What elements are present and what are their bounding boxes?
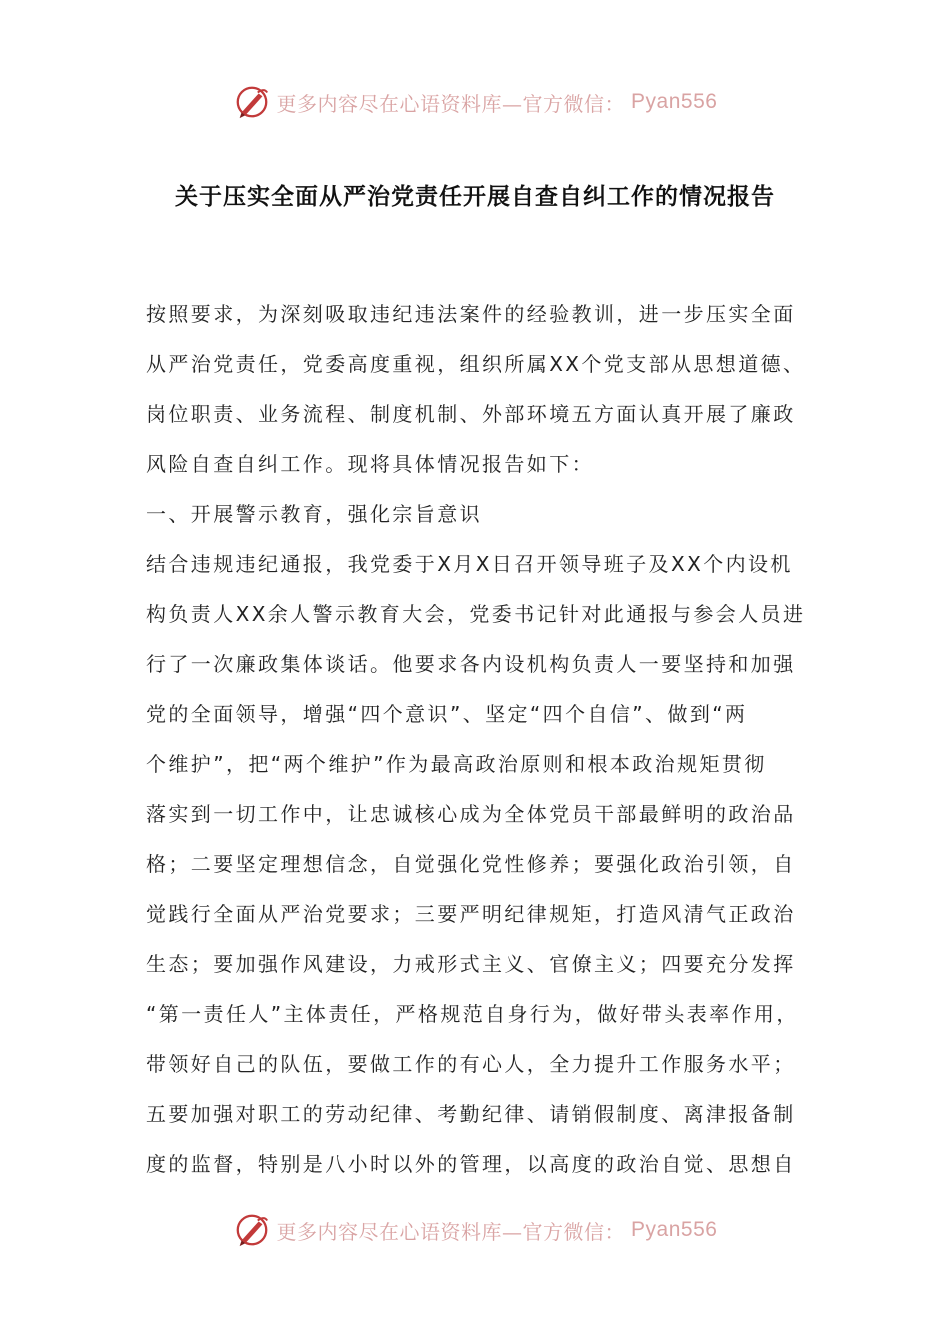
watermark-text: 更多内容尽在心语资料库—官方微信： [276, 91, 626, 116]
body-line: 个维护”，把“两个维护”作为最高政治原则和根本政治规矩贯彻 [146, 752, 767, 776]
body-line: 党的全面领导，增强“四个意识”、坚定“四个自信”、做到“两 [146, 702, 748, 726]
body-line: 格；二要坚定理想信念，自觉强化党性修养；要强化政治引领，自 [146, 852, 796, 876]
body-line: 度的监督，特别是八小时以外的管理，以高度的政治自觉、思想自 [146, 1152, 796, 1176]
body-line: 构负责人XX余人警示教育大会，党委书记针对此通报与参会人员进 [146, 602, 806, 626]
body-line: 带领好自己的队伍，要做工作的有心人，全力提升工作服务水平； [146, 1052, 796, 1076]
document-body [146, 292, 818, 1192]
pen-logo-icon [233, 83, 271, 121]
body-line: 行了一次廉政集体谈话。他要求各内设机构负责人一要坚持和加强 [146, 652, 796, 676]
watermark-footer [0, 1208, 950, 1252]
body-line: 风险自查自纠工作。现将具体情况报告如下： [146, 452, 594, 476]
body-line: 岗位职责、业务流程、制度机制、外部环境五方面认真开展了廉政 [146, 402, 796, 426]
pen-logo-icon [233, 1211, 271, 1249]
body-line: 生态；要加强作风建设，力戒形式主义、官僚主义；四要充分发挥 [146, 952, 796, 976]
body-line: 结合违规违纪通报，我党委于X月X日召开领导班子及XX个内设机 [146, 552, 793, 576]
watermark-wechat-id: Pyan556 [631, 90, 718, 113]
watermark-text: 更多内容尽在心语资料库—官方微信： [276, 1219, 626, 1244]
body-line: 落实到一切工作中，让忠诚核心成为全体党员干部最鲜明的政治品 [146, 802, 796, 826]
watermark-header [0, 80, 950, 124]
body-line: 觉践行全面从严治党要求；三要严明纪律规矩，打造风清气正政治 [146, 902, 796, 926]
watermark-wechat-id: Pyan556 [631, 1218, 718, 1241]
body-line: 五要加强对职工的劳动纪律、考勤纪律、请销假制度、离津报备制 [146, 1102, 796, 1126]
body-line: 按照要求，为深刻吸取违纪违法案件的经验教训，进一步压实全面 [146, 302, 796, 326]
document-title: 关于压实全面从严治党责任开展自查自纠工作的情况报告 [175, 184, 775, 210]
body-line: “第一责任人”主体责任，严格规范自身行为，做好带头表率作用， [146, 1002, 799, 1026]
section-heading: 一、开展警示教育，强化宗旨意识 [146, 502, 482, 526]
body-line: 从严治党责任，党委高度重视，组织所属XX个党支部从思想道德、 [146, 352, 806, 376]
